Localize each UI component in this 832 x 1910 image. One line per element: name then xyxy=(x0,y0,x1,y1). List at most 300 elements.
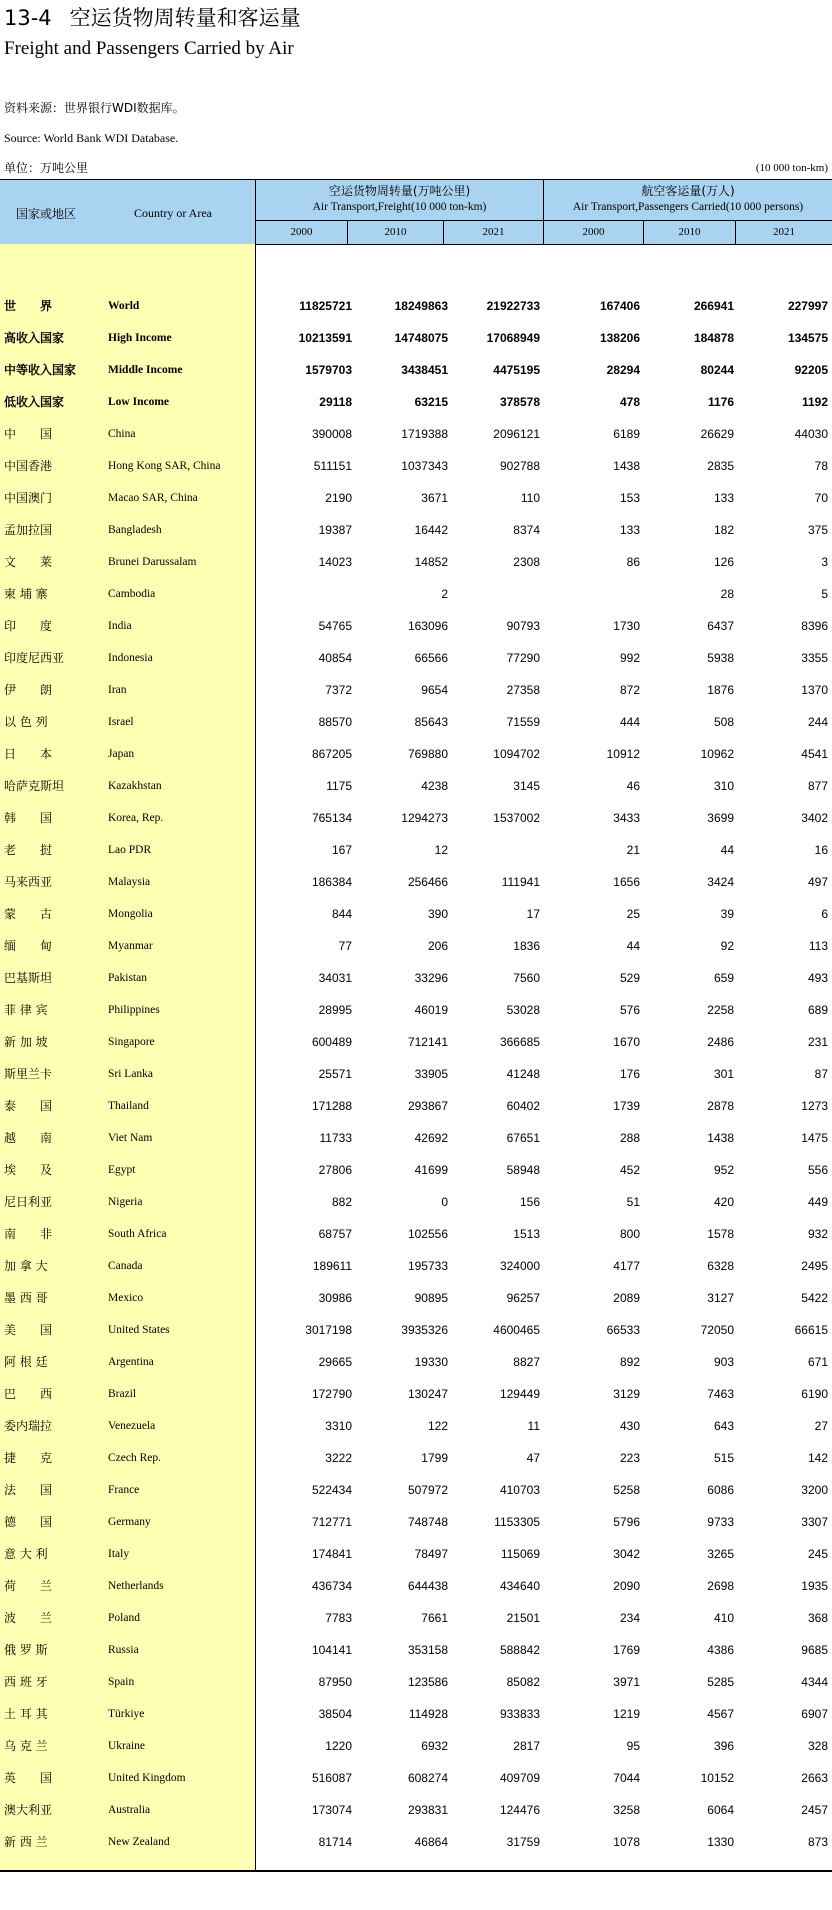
value-passengers-2010: 5938 xyxy=(707,651,734,665)
country-name-cn: 世 界 xyxy=(4,299,53,313)
country-name-cn: 英 国 xyxy=(4,1771,53,1785)
value-freight-2021: 1153305 xyxy=(494,1515,540,1529)
value-freight-2010: 123586 xyxy=(407,1675,448,1689)
value-freight-2010: 293867 xyxy=(407,1099,448,1113)
country-name-en: Italy xyxy=(108,1548,130,1560)
page-title-cn xyxy=(4,4,301,32)
value-freight-2010: 7661 xyxy=(421,1611,448,1625)
value-passengers-2000: 872 xyxy=(619,683,640,697)
country-name-en: Israel xyxy=(108,716,134,728)
value-passengers-2010: 182 xyxy=(713,523,734,537)
country-name-cn: 孟加拉国 xyxy=(4,523,53,537)
unit-label-cn: 单位：万吨公里 xyxy=(4,161,89,175)
table-row xyxy=(0,1698,832,1730)
country-name-en: United States xyxy=(108,1324,170,1336)
value-passengers-2010: 133 xyxy=(713,491,734,505)
value-passengers-2000: 86 xyxy=(626,555,640,569)
value-freight-2010: 1799 xyxy=(421,1451,448,1465)
country-name-cn: 印 度 xyxy=(4,619,53,633)
value-passengers-2021: 244 xyxy=(807,715,828,729)
value-freight-2021: 110 xyxy=(520,491,540,505)
country-name-cn: 高收入国家 xyxy=(4,331,65,345)
value-freight-2000: 844 xyxy=(331,907,352,921)
value-freight-2000: 390008 xyxy=(311,427,352,441)
passengers-header-cn: 航空客运量(万人) xyxy=(641,184,735,198)
country-header-en: Country or Area xyxy=(134,206,212,220)
value-passengers-2021: 1475 xyxy=(801,1131,828,1145)
value-passengers-2000: 1730 xyxy=(613,619,640,633)
value-passengers-2021: 92205 xyxy=(794,363,828,377)
country-name-en: United Kingdom xyxy=(108,1772,186,1784)
value-passengers-2010: 3699 xyxy=(707,811,734,825)
country-header-cn: 国家或地区 xyxy=(16,207,77,221)
value-freight-2021: 96257 xyxy=(506,1291,540,1305)
value-passengers-2010: 80244 xyxy=(700,363,734,377)
value-passengers-2000: 95 xyxy=(626,1739,640,1753)
country-name-cn: 墨 西 哥 xyxy=(4,1291,48,1305)
value-freight-2010: 46019 xyxy=(414,1003,448,1017)
value-freight-2000: 600489 xyxy=(311,1035,352,1049)
value-passengers-2000: 21 xyxy=(626,843,640,857)
table-row xyxy=(0,1250,832,1282)
country-name-cn: 印度尼西亚 xyxy=(4,651,65,665)
value-freight-2010: 644438 xyxy=(407,1579,448,1593)
table-row xyxy=(0,962,832,994)
country-name-en: Nigeria xyxy=(108,1196,143,1208)
value-freight-2021: 933833 xyxy=(499,1707,540,1721)
country-name-cn: 中 国 xyxy=(4,427,53,441)
page-title-en: Freight and Passengers Carried by Air xyxy=(4,38,294,59)
value-freight-2010: 6932 xyxy=(421,1739,448,1753)
table-row xyxy=(0,1378,832,1410)
country-name-en: Australia xyxy=(108,1804,151,1816)
value-passengers-2010: 1176 xyxy=(707,395,734,409)
country-name-cn: 新 加 坡 xyxy=(4,1035,48,1049)
value-passengers-2000: 3433 xyxy=(613,811,640,825)
value-freight-2010: 256466 xyxy=(407,875,448,889)
value-freight-2010: 42692 xyxy=(414,1131,448,1145)
value-passengers-2021: 16 xyxy=(814,843,828,857)
value-passengers-2010: 7463 xyxy=(707,1387,734,1401)
value-freight-2010: 14852 xyxy=(414,555,448,569)
table-row xyxy=(0,1826,832,1858)
table-row xyxy=(0,930,832,962)
value-freight-2021: 366685 xyxy=(499,1035,540,1049)
value-passengers-2000: 444 xyxy=(619,715,640,729)
value-freight-2021: 21922733 xyxy=(486,299,540,313)
country-name-en: Mongolia xyxy=(108,908,153,920)
country-name-cn: 巴 西 xyxy=(4,1387,53,1401)
value-passengers-2021: 5422 xyxy=(801,1291,828,1305)
country-name-cn: 德 国 xyxy=(4,1515,53,1529)
value-freight-2000: 30986 xyxy=(318,1291,352,1305)
value-freight-2021: 434640 xyxy=(499,1579,540,1593)
value-freight-2021: 410703 xyxy=(499,1483,540,1497)
value-passengers-2000: 452 xyxy=(619,1163,640,1177)
country-name-cn: 南 非 xyxy=(4,1227,53,1241)
value-passengers-2010: 1330 xyxy=(707,1835,734,1849)
country-name-en: Middle Income xyxy=(108,364,183,376)
table-row xyxy=(0,1730,832,1762)
value-freight-2010: 3671 xyxy=(421,491,448,505)
table-body xyxy=(0,290,832,1858)
value-freight-2010: 46864 xyxy=(414,1835,448,1849)
table-row xyxy=(0,1634,832,1666)
value-freight-2021: 324000 xyxy=(499,1259,540,1273)
country-name-cn: 土 耳 其 xyxy=(4,1707,48,1721)
value-passengers-2010: 4386 xyxy=(707,1643,734,1657)
country-name-cn: 低收入国家 xyxy=(4,395,65,409)
value-freight-2000: 171288 xyxy=(311,1099,352,1113)
value-passengers-2000: 138206 xyxy=(599,331,640,345)
table-row xyxy=(0,386,832,418)
value-passengers-2010: 2835 xyxy=(707,459,734,473)
value-passengers-2010: 2878 xyxy=(707,1099,734,1113)
country-name-en: High Income xyxy=(108,332,172,344)
value-passengers-2000: 4177 xyxy=(613,1259,640,1273)
value-freight-2000: 25571 xyxy=(318,1067,352,1081)
table-row xyxy=(0,1602,832,1634)
value-passengers-2000: 234 xyxy=(619,1611,640,1625)
value-freight-2000: 1579703 xyxy=(305,363,352,377)
value-freight-2010: 63215 xyxy=(414,395,448,409)
value-freight-2000: 1175 xyxy=(326,779,352,793)
freight-group-header xyxy=(256,180,544,221)
value-freight-2021: 2308 xyxy=(513,555,540,569)
value-freight-2010: 195733 xyxy=(407,1259,448,1273)
table-row xyxy=(0,1570,832,1602)
value-passengers-2000: 1219 xyxy=(613,1707,640,1721)
value-freight-2010: 2 xyxy=(441,587,448,601)
country-name-cn: 巴基斯坦 xyxy=(4,971,53,985)
value-freight-2021: 85082 xyxy=(506,1675,540,1689)
value-passengers-2010: 643 xyxy=(713,1419,734,1433)
value-freight-2021: 53028 xyxy=(506,1003,540,1017)
value-passengers-2000: 1739 xyxy=(613,1099,640,1113)
table-row xyxy=(0,770,832,802)
table-row xyxy=(0,1346,832,1378)
table-row xyxy=(0,1058,832,1090)
country-name-cn: 荷 兰 xyxy=(4,1579,53,1593)
value-passengers-2021: 2663 xyxy=(801,1771,828,1785)
country-name-en: Germany xyxy=(108,1516,151,1528)
value-freight-2010: 12 xyxy=(434,843,448,857)
country-name-en: Ukraine xyxy=(108,1740,146,1752)
country-name-en: Brazil xyxy=(108,1388,137,1400)
value-freight-2010: 608274 xyxy=(407,1771,448,1785)
value-freight-2010: 130247 xyxy=(407,1387,448,1401)
country-name-cn: 法 国 xyxy=(4,1483,53,1497)
value-passengers-2021: 2457 xyxy=(801,1803,828,1817)
country-name-en: Malaysia xyxy=(108,876,151,888)
value-passengers-2010: 3265 xyxy=(707,1547,734,1561)
value-freight-2000: 54765 xyxy=(318,619,352,633)
value-passengers-2021: 3402 xyxy=(801,811,828,825)
country-name-en: Kazakhstan xyxy=(108,780,162,792)
value-passengers-2000: 529 xyxy=(619,971,640,985)
value-passengers-2000: 576 xyxy=(619,1003,640,1017)
table-row xyxy=(0,674,832,706)
value-freight-2010: 3438451 xyxy=(401,363,448,377)
table-row xyxy=(0,1026,832,1058)
value-freight-2010: 14748075 xyxy=(394,331,448,345)
value-freight-2000: 38504 xyxy=(318,1707,352,1721)
value-passengers-2010: 184878 xyxy=(693,331,734,345)
value-freight-2000: 34031 xyxy=(318,971,352,985)
value-passengers-2021: 1192 xyxy=(801,395,828,409)
value-passengers-2000: 153 xyxy=(619,491,640,505)
value-freight-2021: 77290 xyxy=(506,651,540,665)
value-passengers-2021: 375 xyxy=(807,523,828,537)
value-freight-2021: 2096121 xyxy=(493,427,540,441)
value-passengers-2000: 6189 xyxy=(613,427,640,441)
value-freight-2010: 122 xyxy=(427,1419,448,1433)
value-passengers-2000: 133 xyxy=(619,523,640,537)
freight-header-en: Air Transport,Freight(10 000 ton-km) xyxy=(312,201,487,213)
value-passengers-2010: 6328 xyxy=(707,1259,734,1273)
value-passengers-2010: 92 xyxy=(720,939,734,953)
value-passengers-2010: 44 xyxy=(720,843,734,857)
country-name-cn: 尼日利亚 xyxy=(4,1195,53,1209)
year-header-passengers-2010: 2010 xyxy=(644,221,736,244)
value-passengers-2021: 113 xyxy=(808,939,828,953)
value-freight-2021: 8827 xyxy=(513,1355,540,1369)
value-passengers-2010: 310 xyxy=(713,779,734,793)
value-passengers-2010: 6437 xyxy=(707,619,734,633)
value-freight-2021: 1836 xyxy=(513,939,540,953)
table-row xyxy=(0,546,832,578)
value-passengers-2021: 328 xyxy=(807,1739,828,1753)
country-name-en: New Zealand xyxy=(108,1836,170,1848)
value-freight-2021: 2817 xyxy=(513,1739,540,1753)
table-row xyxy=(0,418,832,450)
value-passengers-2021: 27 xyxy=(814,1419,828,1433)
value-passengers-2010: 1876 xyxy=(707,683,734,697)
value-freight-2010: 19330 xyxy=(414,1355,448,1369)
value-passengers-2021: 44030 xyxy=(794,427,828,441)
value-freight-2000: 88570 xyxy=(318,715,352,729)
value-passengers-2010: 266941 xyxy=(693,299,734,313)
value-passengers-2000: 1769 xyxy=(613,1643,640,1657)
value-passengers-2021: 493 xyxy=(807,971,828,985)
value-freight-2000: 87950 xyxy=(318,1675,352,1689)
value-freight-2010: 1719388 xyxy=(401,427,448,441)
country-name-en: Iran xyxy=(108,684,127,696)
value-freight-2000: 3310 xyxy=(325,1419,352,1433)
country-name-cn: 菲 律 宾 xyxy=(4,1003,48,1017)
value-passengers-2021: 3 xyxy=(821,555,828,569)
value-freight-2000: 3222 xyxy=(325,1451,352,1465)
country-name-cn: 西 班 牙 xyxy=(4,1675,48,1689)
country-name-en: Spain xyxy=(108,1676,135,1688)
value-passengers-2021: 245 xyxy=(807,1547,828,1561)
value-passengers-2000: 44 xyxy=(626,939,640,953)
value-passengers-2010: 2258 xyxy=(707,1003,734,1017)
value-freight-2000: 186384 xyxy=(311,875,352,889)
value-passengers-2010: 9733 xyxy=(707,1515,734,1529)
value-passengers-2021: 2495 xyxy=(801,1259,828,1273)
country-name-cn: 阿 根 廷 xyxy=(4,1355,48,1369)
table-row xyxy=(0,898,832,930)
country-name-en: Egypt xyxy=(108,1164,136,1176)
value-passengers-2000: 28294 xyxy=(606,363,640,377)
value-passengers-2021: 70 xyxy=(814,491,828,505)
value-passengers-2021: 87 xyxy=(814,1067,828,1081)
table-row xyxy=(0,1538,832,1570)
table-row xyxy=(0,1410,832,1442)
table-row xyxy=(0,578,832,610)
year-header-freight-2021: 2021 xyxy=(444,221,544,244)
country-name-en: Myanmar xyxy=(108,940,153,952)
value-passengers-2021: 368 xyxy=(807,1611,828,1625)
value-passengers-2000: 10912 xyxy=(606,747,640,761)
value-passengers-2021: 66615 xyxy=(794,1323,828,1337)
value-freight-2000: 511151 xyxy=(313,459,352,473)
value-passengers-2021: 6190 xyxy=(801,1387,828,1401)
country-name-en: Bangladesh xyxy=(108,524,162,536)
value-freight-2021: 1537002 xyxy=(493,811,540,825)
value-freight-2010: 16442 xyxy=(414,523,448,537)
country-name-cn: 美 国 xyxy=(4,1323,53,1337)
value-freight-2010: 102556 xyxy=(407,1227,448,1241)
value-freight-2010: 712141 xyxy=(407,1035,448,1049)
table-row xyxy=(0,1506,832,1538)
value-freight-2021: 47 xyxy=(526,1451,540,1465)
value-passengers-2021: 497 xyxy=(807,875,828,889)
value-freight-2000: 29665 xyxy=(318,1355,352,1369)
table-row xyxy=(0,738,832,770)
country-name-en: Netherlands xyxy=(108,1580,164,1592)
country-name-en: Türkiye xyxy=(108,1708,145,1720)
value-freight-2021: 31759 xyxy=(506,1835,540,1849)
value-passengers-2021: 449 xyxy=(807,1195,828,1209)
value-freight-2010: 66566 xyxy=(414,651,448,665)
table-row xyxy=(0,1666,832,1698)
table-row xyxy=(0,1282,832,1314)
value-freight-2000: 189611 xyxy=(312,1259,352,1273)
value-passengers-2010: 3127 xyxy=(707,1291,734,1305)
country-name-cn: 斯里兰卡 xyxy=(4,1067,53,1081)
country-name-en: China xyxy=(108,428,136,440)
country-name-cn: 泰 国 xyxy=(4,1099,53,1113)
value-freight-2000: 7372 xyxy=(325,683,352,697)
value-freight-2021: 124476 xyxy=(499,1803,540,1817)
value-passengers-2010: 952 xyxy=(713,1163,734,1177)
country-name-en: Czech Rep. xyxy=(108,1452,162,1464)
value-freight-2021: 41248 xyxy=(506,1067,540,1081)
value-freight-2021: 409709 xyxy=(499,1771,540,1785)
value-passengers-2021: 1370 xyxy=(801,683,828,697)
value-freight-2000: 516087 xyxy=(311,1771,352,1785)
table-row xyxy=(0,450,832,482)
value-passengers-2021: 873 xyxy=(807,1835,828,1849)
country-name-en: Viet Nam xyxy=(108,1132,153,1144)
value-freight-2010: 9654 xyxy=(421,683,448,697)
value-freight-2021: 378578 xyxy=(499,395,540,409)
value-passengers-2000: 288 xyxy=(619,1131,640,1145)
value-freight-2000: 27806 xyxy=(318,1163,352,1177)
country-name-en: Japan xyxy=(108,748,135,760)
table-row xyxy=(0,1762,832,1794)
table-bottom-rule xyxy=(0,1870,832,1872)
value-passengers-2000: 1078 xyxy=(613,1835,640,1849)
value-passengers-2000: 2090 xyxy=(613,1579,640,1593)
country-name-cn: 老 挝 xyxy=(4,843,53,857)
country-name-cn: 越 南 xyxy=(4,1131,53,1145)
value-freight-2000: 765134 xyxy=(311,811,352,825)
value-freight-2021: 17068949 xyxy=(486,331,540,345)
value-freight-2021: 3145 xyxy=(513,779,540,793)
table-row xyxy=(0,1442,832,1474)
value-freight-2000: 3017198 xyxy=(305,1323,352,1337)
value-freight-2010: 3935326 xyxy=(401,1323,448,1337)
value-passengers-2021: 227997 xyxy=(787,299,828,313)
value-freight-2000: 882 xyxy=(331,1195,352,1209)
value-freight-2021: 156 xyxy=(519,1195,540,1209)
freight-header-cn: 空运货物周转量(万吨公里) xyxy=(328,184,471,198)
value-passengers-2000: 430 xyxy=(619,1419,640,1433)
value-passengers-2010: 1578 xyxy=(707,1227,734,1241)
country-name-en: Poland xyxy=(108,1612,140,1624)
value-passengers-2000: 1438 xyxy=(613,459,640,473)
country-name-en: Philippines xyxy=(108,1004,160,1016)
country-name-cn: 伊 朗 xyxy=(4,683,53,697)
value-passengers-2000: 1656 xyxy=(613,875,640,889)
value-freight-2010: 33296 xyxy=(414,971,448,985)
value-passengers-2000: 800 xyxy=(619,1227,640,1241)
table-row xyxy=(0,642,832,674)
value-freight-2010: 293831 xyxy=(407,1803,448,1817)
value-passengers-2021: 1935 xyxy=(801,1579,828,1593)
value-passengers-2021: 231 xyxy=(807,1035,828,1049)
value-passengers-2000: 25 xyxy=(626,907,640,921)
value-freight-2021: 90793 xyxy=(506,619,540,633)
table-row xyxy=(0,994,832,1026)
value-passengers-2010: 39 xyxy=(720,907,734,921)
value-passengers-2010: 26629 xyxy=(700,427,734,441)
country-name-cn: 马来西亚 xyxy=(4,875,53,889)
value-freight-2000: 1220 xyxy=(325,1739,352,1753)
table-row xyxy=(0,866,832,898)
value-passengers-2021: 142 xyxy=(807,1451,828,1465)
table-row xyxy=(0,354,832,386)
value-passengers-2010: 6064 xyxy=(707,1803,734,1817)
value-passengers-2021: 4541 xyxy=(801,747,828,761)
value-passengers-2021: 1273 xyxy=(801,1099,828,1113)
value-passengers-2000: 223 xyxy=(619,1451,640,1465)
country-name-en: Cambodia xyxy=(108,588,156,600)
value-freight-2000: 174841 xyxy=(311,1547,352,1561)
value-freight-2010: 90895 xyxy=(414,1291,448,1305)
value-passengers-2010: 2486 xyxy=(707,1035,734,1049)
value-freight-2010: 4238 xyxy=(421,779,448,793)
value-passengers-2010: 6086 xyxy=(707,1483,734,1497)
value-freight-2021: 60402 xyxy=(506,1099,540,1113)
value-freight-2021: 111941 xyxy=(501,875,540,889)
value-passengers-2021: 6907 xyxy=(801,1707,828,1721)
value-freight-2010: 1294273 xyxy=(401,811,448,825)
value-freight-2000: 11825721 xyxy=(299,299,352,313)
value-passengers-2010: 420 xyxy=(713,1195,734,1209)
country-name-cn: 乌 克 兰 xyxy=(4,1739,48,1753)
value-freight-2010: 78497 xyxy=(414,1547,448,1561)
value-freight-2021: 11 xyxy=(527,1419,540,1433)
value-passengers-2021: 877 xyxy=(807,779,828,793)
value-freight-2021: 129449 xyxy=(499,1387,540,1401)
country-name-cn: 意 大 利 xyxy=(4,1547,48,1561)
value-passengers-2021: 8396 xyxy=(801,619,828,633)
value-freight-2010: 41699 xyxy=(414,1163,448,1177)
